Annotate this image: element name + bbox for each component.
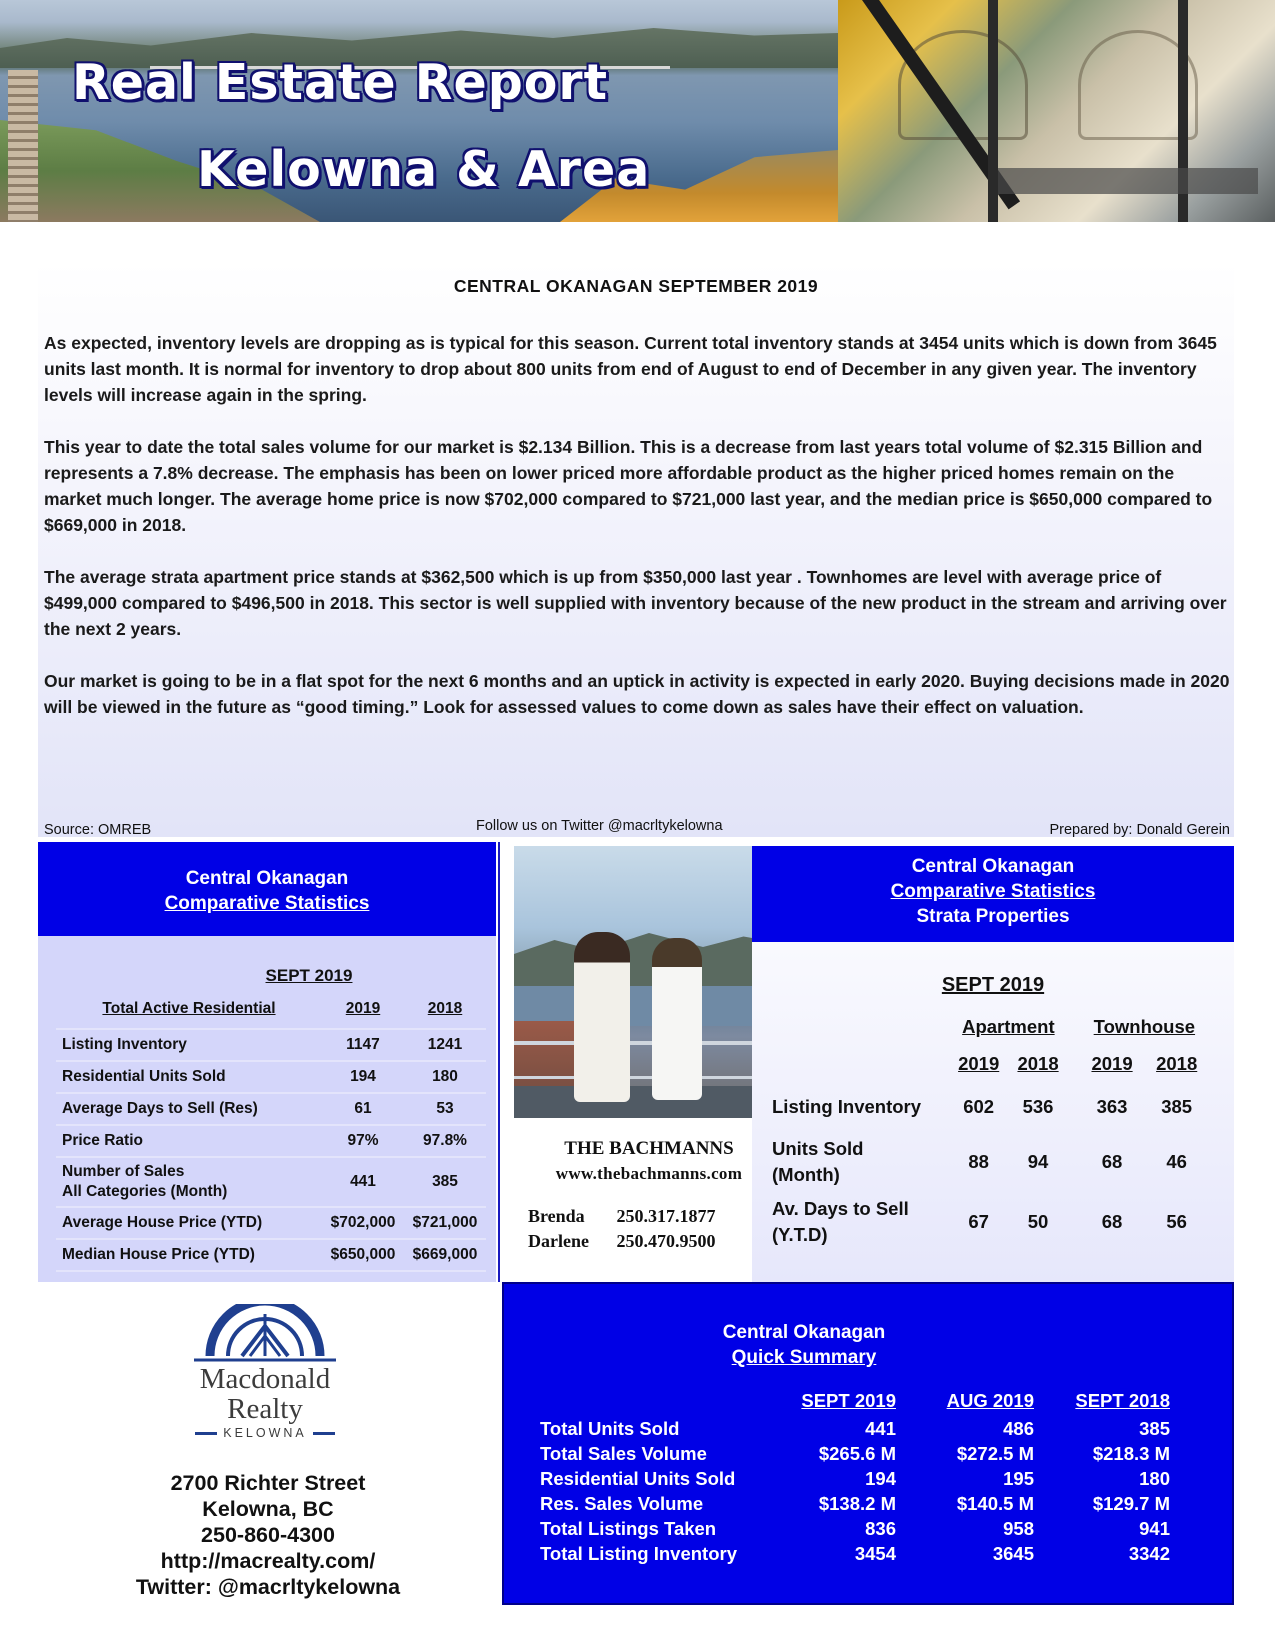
row-label: Listing Inventory xyxy=(56,1029,322,1061)
cell-aug-2019: 958 xyxy=(1003,1517,1034,1539)
cell-apartment-2018: 50 xyxy=(1027,1211,1049,1232)
row-label: Average Days to Sell (Res) xyxy=(56,1093,322,1125)
table-header-row xyxy=(56,989,486,1029)
quick-summary-panel xyxy=(502,1282,1234,1605)
table-row xyxy=(540,1516,1170,1541)
report-paragraph: As expected, inventory levels are dropping as is typical for this season. Current total inventory stands at 3454 units which is down from 3645 units last month. It is normal for inventory to drop about 800 units from end of August to end of December in any given year. The inventory levels will increase again in the spring. xyxy=(44,333,1217,405)
cell-apartment-2018: 536 xyxy=(1022,1096,1054,1117)
comparative-statistics-panel xyxy=(38,842,496,1282)
year-header-row xyxy=(764,1046,1209,1082)
office-photo xyxy=(838,0,1275,222)
cell-2018: 1241 xyxy=(404,1029,486,1061)
table-row xyxy=(540,1541,1170,1566)
cell-2019: 61 xyxy=(322,1093,404,1125)
cell-2018: $669,000 xyxy=(404,1239,486,1271)
agents-name: THE BACHMANNS xyxy=(564,1138,734,1159)
table-row xyxy=(764,1132,1209,1192)
column-header: 2019 xyxy=(958,1053,1000,1074)
cell-2018: 53 xyxy=(404,1093,486,1125)
cell-sept-2018: 385 xyxy=(1139,1417,1170,1439)
empty-header xyxy=(540,1386,788,1416)
cell-aug-2019: 3645 xyxy=(992,1542,1034,1564)
address-street: 2700 Richter Street xyxy=(170,1471,366,1495)
row-label-line: (Y.T.D) xyxy=(772,1224,828,1245)
group-header-row xyxy=(764,1008,1209,1046)
table-row xyxy=(540,1416,1170,1441)
cell-townhouse-2019: 68 xyxy=(1101,1211,1123,1232)
cell-sept-2018: 3342 xyxy=(1128,1542,1170,1564)
cell-townhouse-2019: 68 xyxy=(1101,1151,1123,1172)
cell-sept-2018: $218.3 M xyxy=(1092,1442,1170,1464)
strata-statistics-header xyxy=(752,846,1234,942)
cell-2018: $721,000 xyxy=(404,1207,486,1239)
quick-summary-table xyxy=(540,1386,1170,1566)
contact-phone[interactable]: 250.470.9500 xyxy=(616,1231,716,1251)
cell-apartment-2019: 602 xyxy=(963,1096,995,1117)
logo-name-line: Realty xyxy=(227,1393,303,1425)
cell-sept-2018: $129.7 M xyxy=(1092,1492,1170,1514)
table-row xyxy=(540,1441,1170,1466)
cell-2019: 194 xyxy=(322,1061,404,1093)
logo-city-text: KELOWNA xyxy=(223,1426,307,1440)
column-header: SEPT 2018 xyxy=(1075,1390,1170,1411)
summary-subtitle: Quick Summary xyxy=(731,1347,877,1368)
comparative-statistics-header xyxy=(38,842,496,936)
panel-title: Central Okanagan xyxy=(185,868,349,889)
period-label: SEPT 2019 xyxy=(265,966,353,985)
strata-statistics-panel xyxy=(752,842,1234,1282)
row-label: Listing Inventory xyxy=(772,1096,922,1117)
logo-name-line: Macdonald xyxy=(199,1363,331,1395)
table-row xyxy=(56,1093,486,1125)
agents-photo xyxy=(514,846,784,1118)
gap-cell xyxy=(1068,1132,1080,1192)
cell-2018: 180 xyxy=(404,1061,486,1093)
table-row xyxy=(56,1157,486,1207)
row-label: Res. Sales Volume xyxy=(540,1492,704,1514)
cell-apartment-2018: 94 xyxy=(1027,1151,1049,1172)
logo-city xyxy=(180,1426,350,1440)
row-label-line: Units Sold xyxy=(772,1138,864,1159)
table-row xyxy=(764,1082,1209,1132)
column-header: 2019 xyxy=(322,989,404,1029)
table-row xyxy=(56,1207,486,1239)
period-label: SEPT 2019 xyxy=(941,974,1045,996)
cell-sept-2019: $265.6 M xyxy=(818,1442,896,1464)
table-header-row xyxy=(540,1386,1170,1416)
banner-title-line2: Kelowna & Area xyxy=(197,141,651,198)
brokerage-address xyxy=(38,1470,498,1600)
row-label-line: All Categories (Month) xyxy=(62,1183,228,1200)
cell-aug-2019: 195 xyxy=(1003,1467,1034,1489)
table-row xyxy=(540,1491,1170,1516)
row-label: Total Listing Inventory xyxy=(540,1542,737,1564)
cell-2019: 441 xyxy=(322,1157,404,1207)
cell-apartment-2019: 67 xyxy=(968,1211,989,1232)
row-label xyxy=(764,1192,949,1252)
table-row xyxy=(56,1125,486,1157)
row-label: Total Listings Taken xyxy=(540,1517,717,1539)
cell-2018: 385 xyxy=(404,1157,486,1207)
cell-sept-2019: $138.2 M xyxy=(818,1492,896,1514)
row-label: Total Sales Volume xyxy=(540,1442,707,1464)
table-row xyxy=(56,1061,486,1093)
table-row xyxy=(56,1239,486,1271)
market-report xyxy=(38,262,1234,837)
macdonald-realty-logo xyxy=(180,1304,350,1440)
quick-summary-header xyxy=(504,1320,1104,1370)
logo-emblem-icon xyxy=(190,1304,340,1364)
empty-header xyxy=(764,1046,949,1082)
row-label-line: Number of Sales xyxy=(62,1163,185,1180)
strata-stats-table xyxy=(764,1008,1209,1252)
cell-aug-2019: 486 xyxy=(1003,1417,1034,1439)
group-header-apartment: Apartment xyxy=(962,1016,1055,1037)
table-row xyxy=(56,1029,486,1061)
panel-title: Central Okanagan xyxy=(911,856,1075,877)
agents-website-link[interactable]: www.thebachmanns.com xyxy=(555,1164,743,1183)
cell-aug-2019: $140.5 M xyxy=(956,1492,1034,1514)
contact-phone[interactable]: 250.317.1877 xyxy=(616,1206,716,1226)
cell-townhouse-2018: 56 xyxy=(1166,1211,1187,1232)
banner-title-line1: Real Estate Report xyxy=(72,54,609,111)
gap-cell xyxy=(1068,1008,1080,1046)
gap-cell xyxy=(1068,1046,1080,1082)
column-header: 2018 xyxy=(404,989,486,1029)
brokerage-website-link[interactable]: http://macrealty.com/ xyxy=(160,1549,376,1573)
source-note: Source: OMREB xyxy=(44,822,152,838)
column-header: 2018 xyxy=(1156,1053,1198,1074)
cell-2019: $702,000 xyxy=(322,1207,404,1239)
header-banner xyxy=(0,0,1275,222)
report-paragraph: The average strata apartment price stands at $362,500 which is up from $350,000 last year . Townhomes are level with average price of $499,000 compared to $496,500 in 2018. This sector is well supplied with inventory because of the new product in the stream and arriving over the next 2 years. xyxy=(44,567,1227,639)
cell-townhouse-2018: 46 xyxy=(1166,1151,1187,1172)
summary-title: Central Okanagan xyxy=(722,1322,886,1343)
gap-cell xyxy=(1068,1082,1080,1132)
column-header: 2019 xyxy=(1091,1053,1133,1074)
row-label: Residential Units Sold xyxy=(56,1061,322,1093)
cell-townhouse-2019: 363 xyxy=(1096,1096,1128,1117)
contact-name: Brenda xyxy=(528,1206,585,1226)
cell-2019: 1147 xyxy=(322,1029,404,1061)
table-row xyxy=(540,1466,1170,1491)
row-label: Total Units Sold xyxy=(540,1417,680,1439)
row-label: Median House Price (YTD) xyxy=(56,1239,322,1271)
cell-sept-2019: 3454 xyxy=(854,1542,896,1564)
column-header: 2018 xyxy=(1017,1053,1059,1074)
cell-sept-2018: 180 xyxy=(1139,1467,1170,1489)
cell-sept-2018: 941 xyxy=(1139,1517,1170,1539)
prepared-by-note: Prepared by: Donald Gerein xyxy=(1049,822,1230,838)
panel-subtitle-strata: Strata Properties xyxy=(916,906,1070,927)
cell-apartment-2019: 88 xyxy=(968,1151,989,1172)
row-label: Average House Price (YTD) xyxy=(56,1207,322,1239)
brokerage-twitter-link[interactable]: Twitter: @macrltykelowna xyxy=(135,1575,401,1599)
report-paragraph: This year to date the total sales volume for our market is $2.134 Billion. This is a decrease from last years total volume of $2.315 Billion and represents a 7.8% decrease. The emphasis has been on lower priced more affordable product as the higher priced homes remain on the market much longer. The average home price is now $702,000 compared to $721,000 last year, and the median price is $650,000 compared to $669,000 in 2018. xyxy=(44,437,1213,535)
row-label xyxy=(764,1132,949,1192)
column-header: AUG 2019 xyxy=(946,1390,1034,1411)
address-city: Kelowna, BC xyxy=(202,1497,334,1521)
report-heading: CENTRAL OKANAGAN SEPTEMBER 2019 xyxy=(453,276,819,296)
table-row xyxy=(764,1192,1209,1252)
cell-aug-2019: $272.5 M xyxy=(956,1442,1034,1464)
row-label: Price Ratio xyxy=(56,1125,322,1157)
gap-cell xyxy=(1068,1192,1080,1252)
row-label: Residential Units Sold xyxy=(540,1467,736,1489)
cell-sept-2019: 194 xyxy=(865,1467,896,1489)
group-header-townhouse: Townhouse xyxy=(1093,1016,1196,1037)
cell-townhouse-2018: 385 xyxy=(1161,1096,1193,1117)
report-paragraph: Our market is going to be in a flat spot for the next 6 months and an uptick in activity is expected in early 2020. Buying decisions made in 2020 will be viewed in the future as “good timing.” Look for assessed values to come down as sales have their effect on valuation. xyxy=(44,671,1230,717)
twitter-follow-note: Follow us on Twitter @macrltykelowna xyxy=(476,818,723,834)
brokerage-phone[interactable]: 250-860-4300 xyxy=(201,1523,335,1547)
column-header: Total Active Residential xyxy=(56,989,322,1029)
residential-stats-table xyxy=(56,989,486,1272)
contact-name: Darlene xyxy=(528,1231,589,1251)
row-label-line: Av. Days to Sell xyxy=(772,1198,909,1219)
cell-sept-2019: 836 xyxy=(865,1517,896,1539)
cell-2019: $650,000 xyxy=(322,1239,404,1271)
row-label xyxy=(56,1157,322,1207)
column-header: SEPT 2019 xyxy=(801,1390,896,1411)
panel-subtitle: Comparative Statistics xyxy=(164,893,370,914)
cell-2019: 97% xyxy=(322,1125,404,1157)
panel-subtitle: Comparative Statistics xyxy=(890,881,1096,902)
row-label-line: (Month) xyxy=(772,1164,840,1185)
cell-sept-2019: 441 xyxy=(865,1417,896,1439)
empty-header xyxy=(764,1008,949,1046)
cell-2018: 97.8% xyxy=(404,1125,486,1157)
